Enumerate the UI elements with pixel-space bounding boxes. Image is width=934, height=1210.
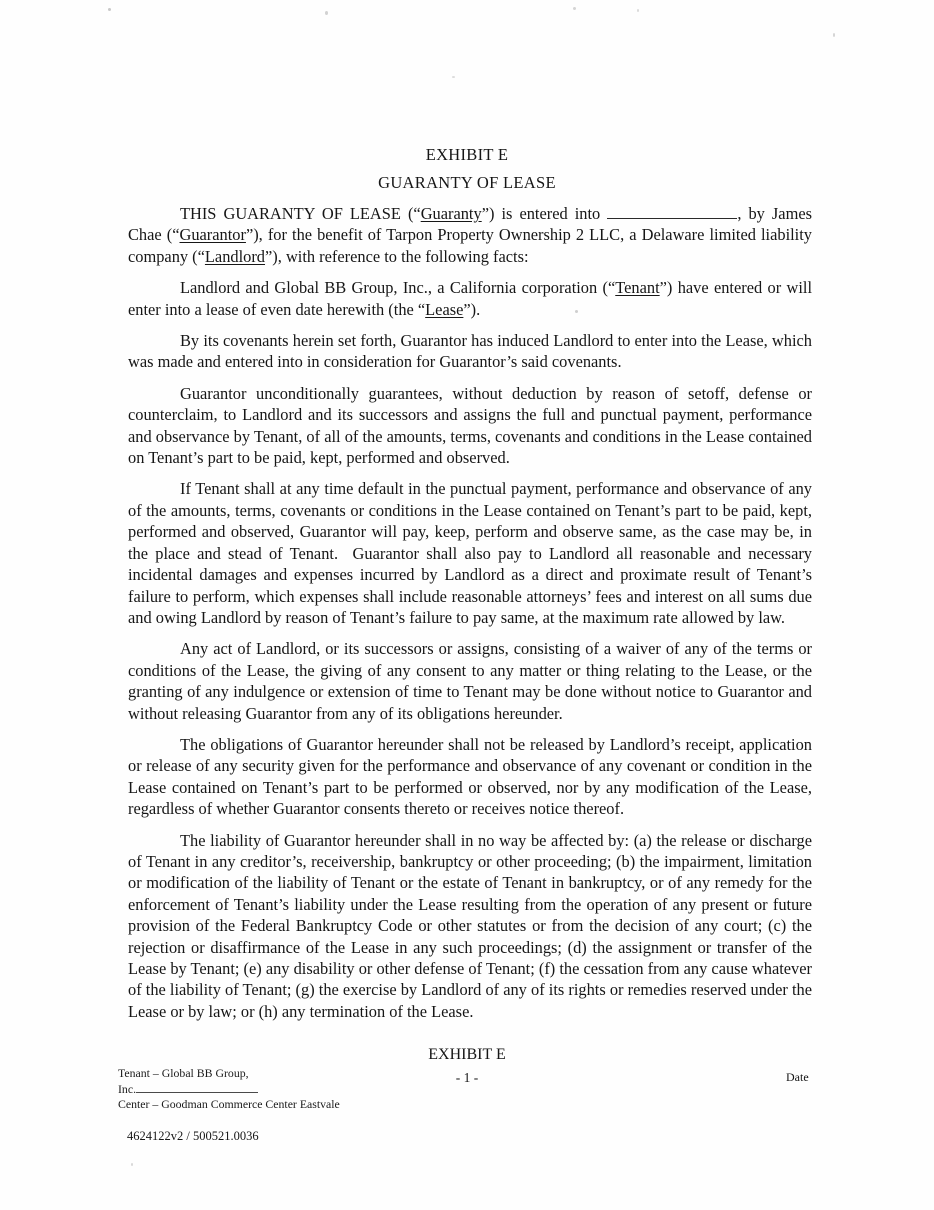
fill-in-blank bbox=[136, 1082, 258, 1092]
document-body bbox=[128, 203, 812, 1022]
footer-tenant-block bbox=[118, 1066, 340, 1113]
footer-exhibit-heading: EXHIBIT E bbox=[428, 1046, 506, 1063]
document-reference-number: 4624122v2 / 500521.0036 bbox=[127, 1129, 259, 1143]
footer-page-number: - 1 - bbox=[455, 1070, 479, 1085]
defined-term: Landlord bbox=[204, 246, 266, 266]
text-run: By its covenants herein set forth, Guarantor has induced Landlord to enter into the Lease, which was made and entered into in consideration for Guarantor’s said covenants. bbox=[128, 331, 812, 372]
text-run: ”). bbox=[463, 299, 481, 319]
defined-term: Guaranty bbox=[420, 204, 482, 223]
text-run: Any act of Landlord, or its successors or assigns, consisting of a waiver of any of the terms or conditions of the Lease, the giving of any consent to any matter or thing relating to the Lease, or the granting of any indulgence or extension of time to Tenant may be done without notice to Guarantor and without releasing Guarantor from any of its obligations hereunder. bbox=[128, 639, 812, 723]
paragraph bbox=[128, 478, 812, 628]
footer-tenant-line1: Tenant – Global BB Group, bbox=[118, 1066, 249, 1080]
paragraph bbox=[128, 830, 812, 1023]
paragraph bbox=[128, 734, 812, 820]
text-run: ”) is entered into bbox=[481, 204, 608, 223]
defined-term: Lease bbox=[425, 299, 464, 319]
scan-speck bbox=[325, 11, 328, 15]
document-title: GUARANTY OF LEASE bbox=[378, 173, 556, 192]
paragraph bbox=[128, 330, 812, 373]
fill-in-blank bbox=[607, 204, 737, 219]
scan-speck bbox=[637, 9, 639, 12]
text-run: Landlord and Global BB Group, Inc., a California corporation (“ bbox=[180, 278, 616, 298]
scan-speck bbox=[108, 8, 111, 11]
text-run: , by James Chae (“ bbox=[128, 204, 812, 245]
footer-date-label: Date bbox=[786, 1070, 809, 1084]
defined-term: Guarantor bbox=[179, 225, 246, 245]
scan-speck bbox=[452, 76, 455, 78]
paragraph bbox=[128, 203, 812, 267]
text-run: ”), for the benefit of Tarpon Property Ownership 2 LLC, a Delaware limited liability company (“ bbox=[128, 225, 812, 266]
text-run: THIS GUARANTY OF LEASE (“ bbox=[180, 204, 421, 223]
text-run: The liability of Guarantor hereunder shall in no way be affected by: (a) the release or discharge of Tenant in any creditor’s, receivership, bankruptcy or other proceeding; (b) the impairment, limitation or modification of the liability of Tenant or the estate of Tenant in bankruptcy, or of any remedy for the enforcement of Tenant’s liability under the Lease resulting from the operation of any present or future provision of the Federal Bankruptcy Code or other statutes or from the decision of any court; (c) the rejection or disaffirmance of the Lease in any such proceedings; (d) the assignment or transfer of the Lease by Tenant; (e) any disability or other defense of Tenant; (f) the cessation from any cause whatever of the liability of Tenant; (g) the exercise by Landlord of any of its rights or remedies reserved under the Lease or by law; or (h) any termination of the Lease. bbox=[128, 830, 812, 1021]
exhibit-heading: EXHIBIT E bbox=[425, 145, 509, 164]
defined-term: Tenant bbox=[615, 278, 660, 298]
text-run: The obligations of Guarantor hereunder shall not be released by Landlord’s receipt, application or release of any security given for the performance and observance of any covenant or condition in the Lease contained on Tenant’s part to be performed or observed, nor by any modification of the Lease, regardless of whether Guarantor consents thereto or receives notice thereof. bbox=[128, 734, 812, 819]
text-run: Guarantor unconditionally guarantees, without deduction by reason of setoff, defense or counterclaim, to Landlord and its successors and assigns the full and punctual payment, performance and observance by Tenant, of all of the amounts, terms, covenants and conditions in the Lease contained on Tenant’s part to be paid, kept, performed and observed. bbox=[128, 383, 812, 468]
footer-center-line: Center – Goodman Commerce Center Eastvale bbox=[118, 1097, 340, 1112]
scan-speck bbox=[573, 7, 576, 10]
text-run: ”), with reference to the following facts: bbox=[265, 246, 529, 266]
text-run: If Tenant shall at any time default in the punctual payment, performance and observance of any of the amounts, terms, covenants or conditions in the Lease contained on Tenant’s part to be paid, kept, performed and observed, Guarantor will pay, keep, perform and observe same, as the case may be, in the place and stead of Tenant. Guarantor shall also pay to Landlord all reasonable and necessary incidental damages and expenses incurred by Landlord as a direct and proximate result of Tenant’s failure to perform, which expenses shall include reasonable attorneys’ fees and interest on all sums due and owing Landlord by reason of Tenant’s failure to pay same, at the maximum rate allowed by law. bbox=[128, 479, 812, 627]
paragraph bbox=[128, 277, 812, 320]
paragraph bbox=[128, 383, 812, 469]
footer-tenant-line2: Inc. bbox=[118, 1082, 340, 1098]
scan-speck bbox=[575, 310, 578, 313]
scan-speck bbox=[131, 1163, 133, 1166]
paragraph bbox=[128, 638, 812, 724]
text-run: ”) have entered or will enter into a lease of even date herewith (the “ bbox=[128, 278, 812, 319]
scan-speck bbox=[833, 33, 835, 37]
